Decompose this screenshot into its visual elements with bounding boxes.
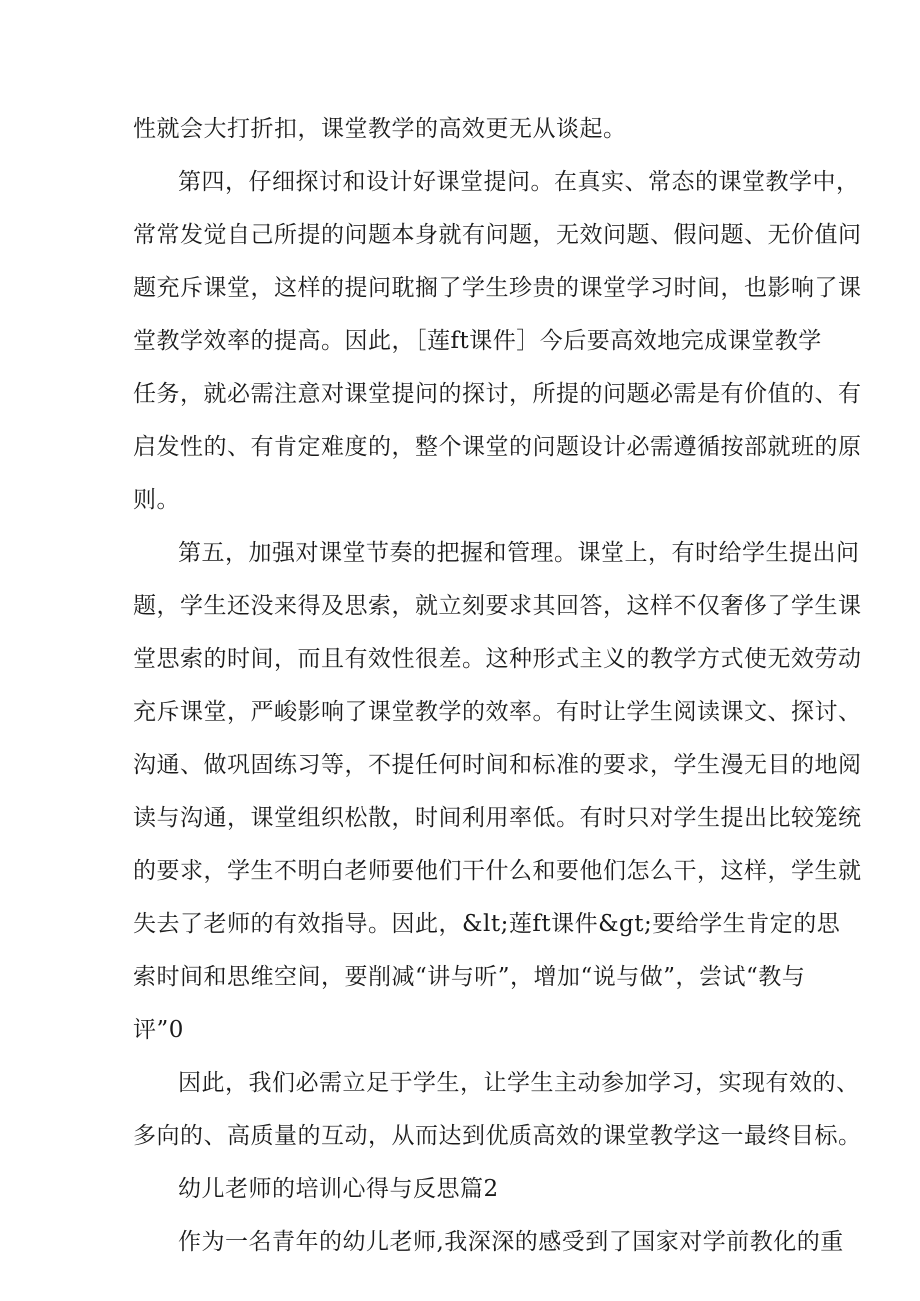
text-line-14: 读与沟通，课堂组织松散，时间利用率低。有时只对学生提出比较笼统 (133, 805, 862, 831)
text-line-5: 堂教学效率的提高。因此，［莲ft课件］今后要高效地完成课堂教学 (133, 328, 822, 354)
text-line-8: 则。 (133, 487, 180, 513)
text-line-3: 常常发觉自己所提的问题本身就有问题，无效问题、假问题、无价值问 (133, 222, 862, 248)
text-line-18: 评”0 (133, 1017, 184, 1043)
text-line-22: 作为一名青年的幼儿老师,我深深的感受到了国家对学前教化的重 (178, 1229, 844, 1255)
text-line-10: 题，学生还没来得及思索，就立刻要求其回答，这样不仅奢侈了学生课 (133, 593, 862, 619)
text-line-20: 多向的、高质量的互动，从而达到优质高效的课堂教学这一最终目标。 (133, 1123, 862, 1149)
text-line-7: 启发性的、有肯定难度的，整个课堂的问题设计必需遵循按部就班的原 (133, 434, 862, 460)
text-line-13: 沟通、做巩固练习等，不提任何时间和标准的要求，学生漫无目的地阅 (133, 752, 862, 778)
text-line-11: 堂思索的时间，而且有效性很差。这种形式主义的教学方式使无效劳动 (133, 646, 862, 672)
text-line-6: 任务，就必需注意对课堂提问的探讨，所提的问题必需是有价值的、有 (133, 381, 862, 407)
text-line-12: 充斥课堂，严峻影响了课堂教学的效率。有时让学生阅读课文、探讨、 (133, 699, 862, 725)
text-line-4: 题充斥课堂，这样的提问耽搁了学生珍贵的课堂学习时间，也影响了课 (133, 275, 862, 301)
text-line-15: 的要求，学生不明白老师要他们干什么和要他们怎么干，这样，学生就 (133, 858, 862, 884)
section-title: 幼儿老师的培训心得与反思篇2 (178, 1176, 499, 1202)
text-line-19: 因此，我们必需立足于学生，让学生主动参加学习，实现有效的、 (178, 1070, 860, 1096)
text-line-2: 第四，仔细探讨和设计好课堂提问。在真实、常态的课堂教学中， (178, 169, 860, 195)
text-line-9: 第五，加强对课堂节奏的把握和管理。课堂上，有时给学生提出问 (178, 540, 860, 566)
text-line-17: 索时间和思维空间，要削减“讲与听”，增加“说与做”，尝试“教与 (133, 964, 806, 990)
text-line-16: 失去了老师的有效指导。因此，&lt;莲ft课件&gt;要给学生肯定的思 (133, 911, 841, 937)
text-line-1: 性就会大打折扣，课堂教学的高效更无从谈起。 (133, 116, 627, 142)
